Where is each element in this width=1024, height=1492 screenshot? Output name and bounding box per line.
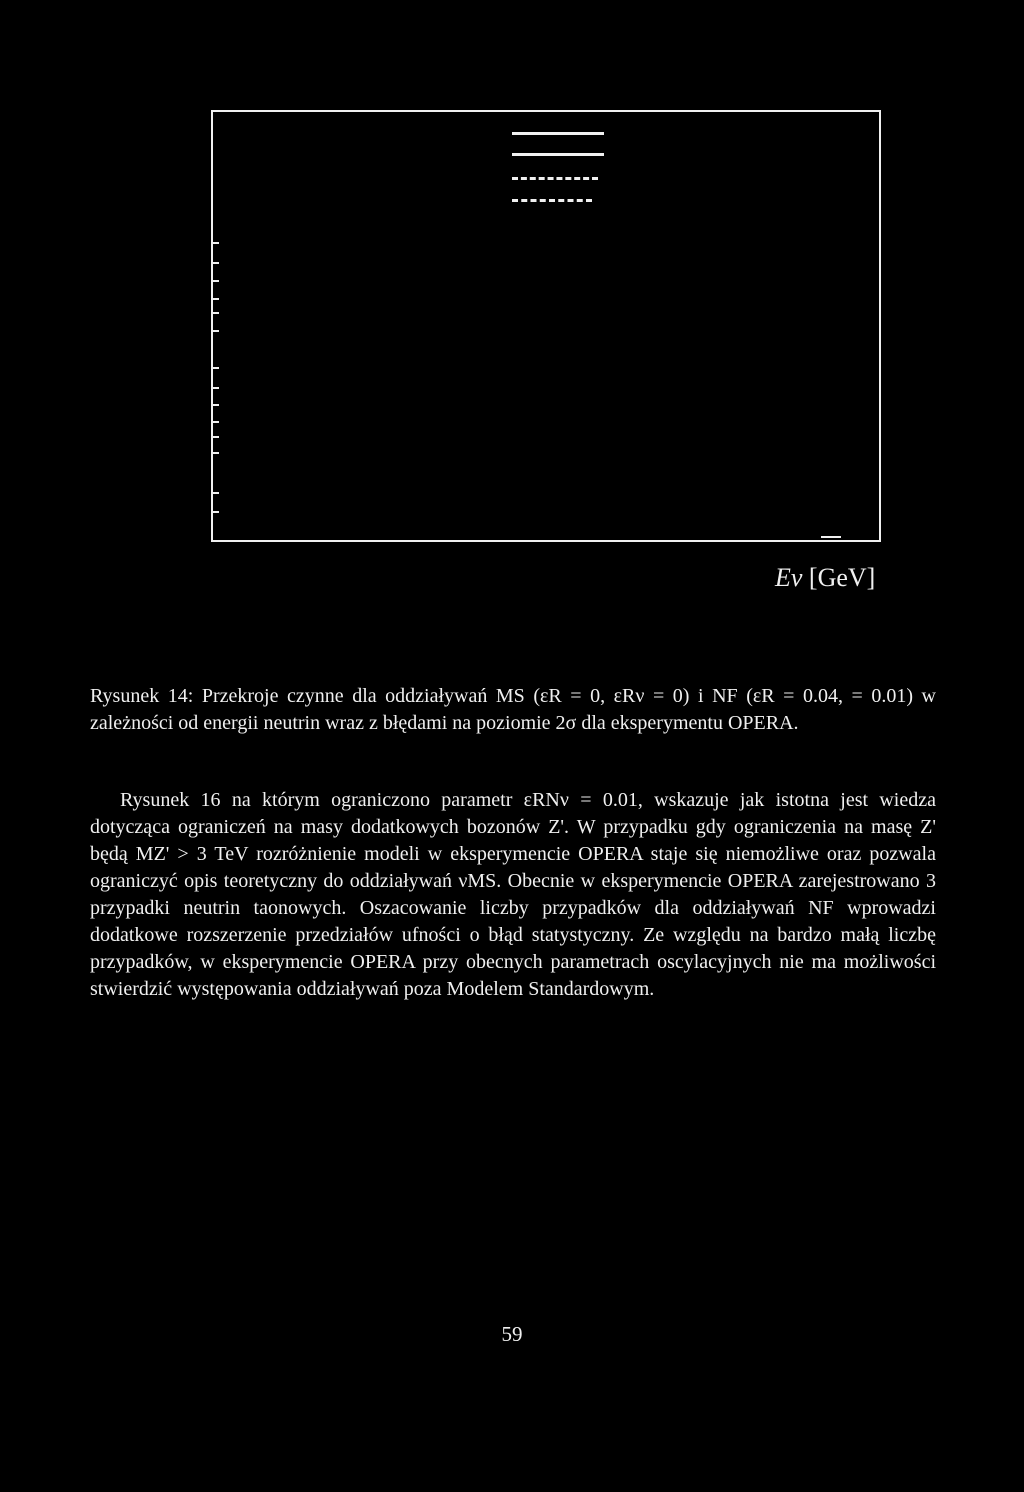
y-axis-tick (213, 436, 219, 438)
legend-line-dashed-1 (512, 177, 598, 180)
y-axis-tick (213, 387, 219, 389)
y-axis-tick (213, 452, 219, 454)
y-axis-tick (213, 511, 219, 513)
cross-section-figure (211, 110, 881, 542)
page-number: 59 (501, 1322, 523, 1346)
figure-caption: Rysunek 14: Przekroje czynne dla oddziaływań MS (εR = 0, εRν = 0) i NF (εR = 0.04, = 0.01) w zależności od energii neutrin wraz z błędami na poziomie 2σ dla eksperymentu OPERA. (90, 685, 936, 734)
body-paragraph: Rysunek 16 na którym ograniczono parametr εRNν = 0.01, wskazuje jak istotna jest wiedza dotycząca ograniczeń na masy dodatkowych bozonów Z'. W przypadku gdy ograniczenia na masę Z' będą MZ' > 3 TeV rozróżnienie modeli w eksperymencie OPERA staje się niemożliwe oraz pozwala ograniczyć opis teoretyczny do oddziaływań νMS. Obecnie w eksperymencie OPERA zarejestrowano 3 przypadki neutrin taonowych. Oszacowanie liczby przypadków dla oddziaływań NF wprowadzi dodatkowe rozszerzenie przedziałów ufności o błąd statystyczny. Ze względu na bardzo małą liczbę przypadków, w eksperymencie OPERA przy obecnych parametrach oscylacyjnych nie ma możliwości stwierdzić występowania oddziaływań poza Modelem Standardowym. (90, 789, 936, 1000)
legend-line-solid-1 (512, 132, 604, 135)
y-axis-tick (213, 367, 219, 369)
legend-line-dashed-2 (512, 199, 592, 202)
x-axis-symbol: Eν (775, 563, 803, 592)
y-axis-tick (213, 242, 219, 244)
y-axis-tick (213, 298, 219, 300)
y-axis-tick (213, 262, 219, 264)
y-axis-tick (213, 312, 219, 314)
x-axis-label (775, 563, 875, 593)
y-axis-tick (213, 330, 219, 332)
y-axis-tick (213, 404, 219, 406)
y-axis-tick (213, 421, 219, 423)
x-axis-unit: [GeV] (808, 563, 876, 592)
x-axis-mark (821, 536, 841, 538)
y-axis-tick (213, 280, 219, 282)
y-axis-tick (213, 492, 219, 494)
legend-line-solid-2 (512, 153, 604, 156)
